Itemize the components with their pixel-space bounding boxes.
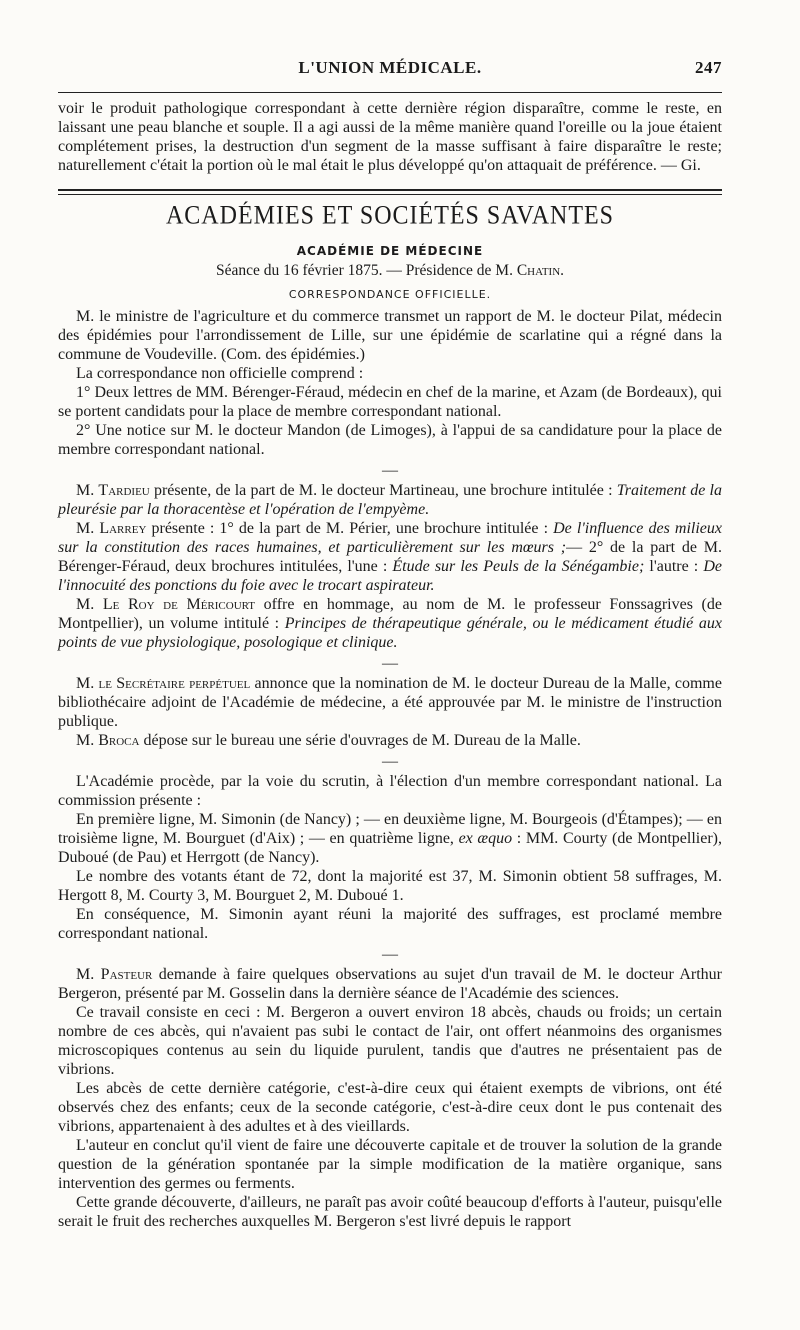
paragraph-candidats: En première ligne, M. Simonin (de Nancy) ; — en deuxième ligne, M. Bourgeois (d'Étampes); — en troisième ligne, M. Bourguet (d'Aix) ; — en quatrième ligne, ex æquo : MM. Courty (de Montpellier), Duboué (de Pau) et Herrgott (de Nancy). — [58, 811, 723, 866]
seance-end: . — [560, 262, 565, 279]
seance-line — [58, 262, 722, 280]
title-innocuite: De l'innocuité des ponctions du foie avec le trocart aspirateur. — [58, 558, 723, 594]
title-influence: De l'influence des milieux sur la constitution des races humaines, et particulièrement sur les mœurs ; — [58, 520, 722, 556]
paragraph-larrey: M. Larrey présente : 1° de la part de M. Périer, une brochure intitulée : De l'influence des milieux sur la constitution des races humaines, et particulièrement sur les mœurs ;— 2° de la part de M. Bérenger-Féraud, deux brochures intitulées, l'une : Étude sur les Peuls de la Sénégambie; l'autre : De l'innocuité des ponctions du foie avec le trocart aspirateur. — [58, 520, 723, 594]
running-head — [58, 58, 722, 82]
paragraph-tardieu: M. Tardieu présente, de la part de M. le docteur Martineau, une brochure intitulée : Traitement de la pleurésie par la thoracentèse et l'opération de l'empyème. — [58, 482, 722, 518]
name-pasteur: Pasteur — [100, 966, 153, 983]
paragraph-ministre: M. le ministre de l'agriculture et du commerce transmet un rapport de M. le docteur Pilat, médecin des épidémies pour l'arrondissement de Lille, sur une épidémie de scarlatine qui a régné dans la commune de Voudeville. (Com. des épidémies.) — [58, 308, 722, 363]
header-rule — [58, 92, 722, 93]
name-tardieu: Tardieu — [98, 482, 150, 499]
paragraph-pasteur: M. Pasteur demande à faire quelques observations au sujet d'un travail de M. le docteur Arthur Bergeron, présenté par M. Gosselin dans la dernière séance de l'Académie des sciences. — [58, 966, 722, 1002]
section-subtitle: ACADÉMIE DE MÉDECINE — [296, 244, 484, 258]
journal-title: L'UNION MÉDICALE. — [298, 58, 482, 77]
paragraph-correspondance: La correspondance non officielle comprend : — [76, 365, 364, 382]
paragraph-broca: M. Broca dépose sur le bureau une série d'ouvrages de M. Dureau de la Malle. — [76, 732, 581, 749]
paragraph-proclamation: En conséquence, M. Simonin ayant réuni la majorité des suffrages, est proclamé membre correspondant national. — [58, 906, 722, 942]
dash-separator: — — [382, 946, 398, 963]
section-title: ACADÉMIES ET SOCIÉTÉS SAVANTES — [165, 201, 615, 230]
name-broca: Broca — [98, 732, 140, 749]
seance-text: Séance du 16 février 1875. — Présidence de M. — [215, 262, 517, 279]
paragraph-secretaire: M. le Secrétaire perpétuel annonce que la nomination de M. le docteur Dureau de la Malle, comme bibliothécaire adjoint de l'Académie de médecine, a été approuvée par M. le ministre de l'instruction publique. — [58, 675, 722, 730]
paragraph-travail: Ce travail consiste en ceci : M. Bergeron a ouvert environ 18 abcès, chauds ou froids; un certain nombre de ces abcès, qui n'avaient pas subi le contact de l'air, ont offert néanmoins des organismes microscopiques contenus au sein du liquide purulent, tandis que d'autres ne présentaient pas de vibrions. — [58, 1004, 722, 1078]
dash-separator: — — [382, 462, 398, 479]
section-divider — [58, 189, 722, 195]
dash-separator: — — [382, 655, 398, 672]
paragraph-votants: Le nombre des votants étant de 72, dont la majorité est 37, M. Simonin obtient 58 suffrages, M. Hergott 8, M. Courty 3, M. Bourguet 2, M. Duboué 1. — [58, 868, 722, 904]
paragraph-lettres: 1° Deux lettres de MM. Bérenger-Féraud, médecin en chef de la marine, et Azam (de Bordeaux), qui se portent candidats pour la place de membre correspondant national. — [58, 384, 722, 420]
title-peuls: Étude sur les Peuls de la Sénégambie; — [392, 558, 645, 575]
name-le-roy: Le Roy de Méricourt — [102, 596, 256, 613]
dash-separator: — — [382, 753, 398, 770]
title-principes: Principes de thérapeutique générale, ou le médicament étudié aux points de vue physiologique, posologique et clinique. — [58, 615, 722, 651]
paragraph-abces: Les abcès de cette dernière catégorie, c'est-à-dire ceux qui étaient exempts de vibrions, ont été observés chez des enfants; ceux de la seconde catégorie, c'est-à-dire ceux dont le pus contenait des vibrions, appartenaient à des adultes et à des vieillards. — [58, 1080, 722, 1135]
paragraph-conclusion: L'auteur en conclut qu'il vient de faire une découverte capitale et de trouver la solution de la grande question de la génération spontanée par la simple modification de la matière organique, sans intervention des germes ou ferments. — [58, 1137, 722, 1192]
paragraph-election: L'Académie procède, par la voie du scrutin, à l'élection d'un membre correspondant national. La commission présente : — [58, 773, 722, 809]
correspondance-heading: CORRESPONDANCE OFFICIELLE. — [288, 288, 492, 301]
paragraph-notice: 2° Une notice sur M. le docteur Mandon (de Limoges), à l'appui de sa candidature pour la place de membre correspondant national. — [58, 422, 722, 458]
lead-paragraph: voir le produit pathologique correspondant à cette dernière région disparaître, comme le reste, en laissant une peau blanche et souple. Il a agi aussi de la même manière quand l'oreille ou la joue étaient complétement prises, la destruction d'un segment de la masse suffisant à faire disparaître le reste; naturellement c'était la portion où le mal était le plus développé qu'on attaquait de préférence. — Gi. — [58, 100, 722, 174]
paragraph-decouverte: Cette grande découverte, d'ailleurs, ne paraît pas avoir coûté beaucoup d'efforts à l'auteur, puisqu'elle serait le fruit des recherches auxquelles M. Bergeron s'est livré depuis le rapport — [58, 1194, 722, 1230]
ex-aequo: ex æquo — [458, 830, 513, 847]
name-secretaire: le Secrétaire perpétuel — [98, 675, 251, 692]
president-name: Chatin — [516, 262, 561, 279]
title-tardieu: Traitement de la pleurésie par la thoracentèse et l'opération de l'empyème. — [58, 482, 722, 518]
name-larrey: Larrey — [99, 520, 147, 537]
paragraph-le-roy: M. Le Roy de Méricourt offre en hommage, au nom de M. le professeur Fonssagrives (de Montpellier), un volume intitulé : Principes de thérapeutique générale, ou le médicament étudié aux points de vue physiologique, posologique et clinique. — [58, 596, 722, 651]
page-number: 247 — [695, 58, 722, 77]
